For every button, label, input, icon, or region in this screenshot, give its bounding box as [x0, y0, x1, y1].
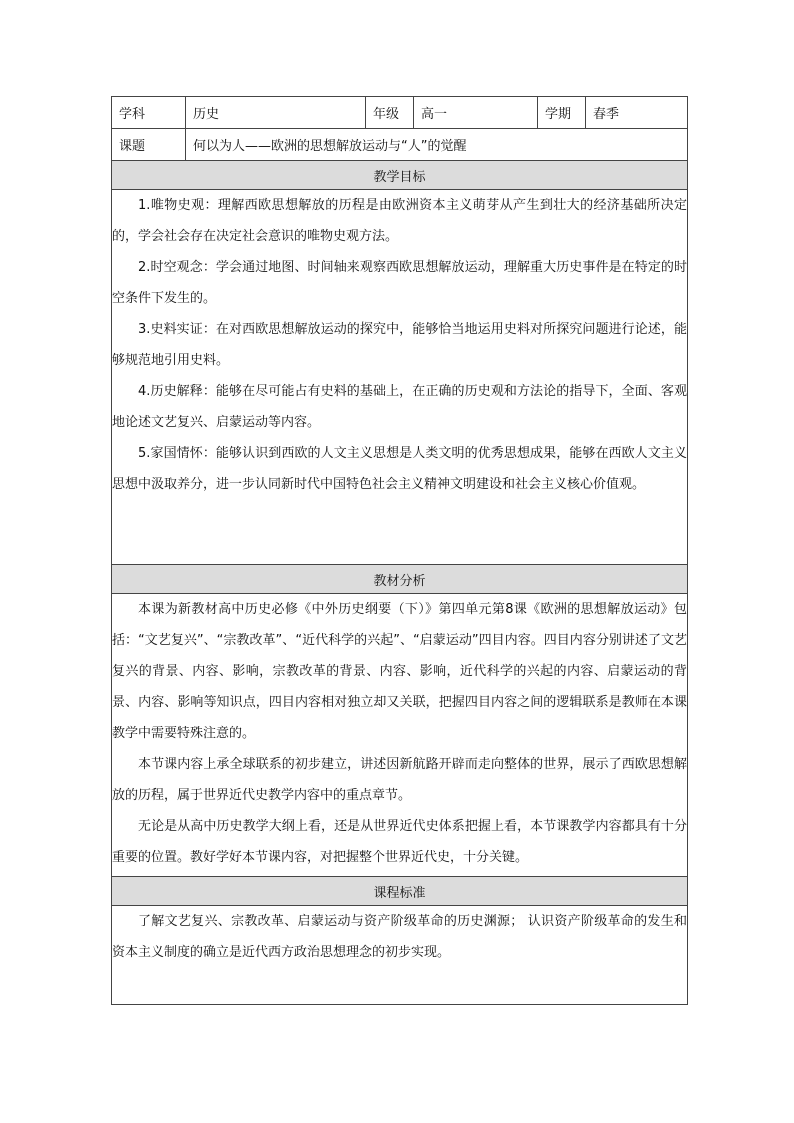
term-value: 春季 [586, 97, 688, 129]
goal-item: 5.家国情怀：能够认识到西欧的人文主义思想是人类文明的优秀思想成果，能够在西欧人文主义思想中汲取养分，进一步认同新时代中国特色社会主义精神文明建设和社会主义核心价值观。 [112, 446, 687, 492]
grade-label: 年级 [366, 97, 414, 129]
goals-section [112, 190, 688, 565]
goal-item: 1.唯物史观：理解西欧思想解放的历程是由欧洲资本主义萌芽从产生到壮大的经济基础所决定的，学会社会存在决定社会意识的唯物史观方法。 [112, 198, 687, 244]
goal-item: 3.史料实证：在对西欧思想解放运动的探究中，能够恰当地运用史料对所探究问题进行论述，能够规范地引用史料。 [112, 322, 687, 368]
lesson-plan-table [111, 96, 688, 1005]
topic-label: 课题 [112, 129, 186, 161]
analysis-paragraph: 本节课内容上承全球联系的初步建立，讲述因新航路开辟而走向整体的世界，展示了西欧思想解放的历程，属于世界近代史教学内容中的重点章节。 [112, 757, 687, 803]
goal-item: 2.时空观念：学会通过地图、时间轴来观察西欧思想解放运动，理解重大历史事件是在特定的时空条件下发生的。 [112, 260, 687, 306]
info-row [112, 97, 688, 129]
analysis-paragraph: 本课为新教材高中历史必修《中外历史纲要（下）》第四单元第8课《欧洲的思想解放运动》包括：“文艺复兴”、“宗教改革”、“近代科学的兴起”、“启蒙运动”四目内容。四目内容分别讲述了文艺复兴的背景、内容、影响，宗教改革的背景、内容、影响，近代科学的兴起的内容、启蒙运动的背景、内容、影响等知识点，四目内容相对独立却又关联，把握四目内容之间的逻辑联系是教师在本课教学中需要特殊注意的。 [112, 602, 687, 741]
standard-section [112, 906, 688, 1005]
analysis-section [112, 594, 688, 877]
goals-heading: 教学目标 [112, 161, 688, 190]
subject-value: 历史 [186, 97, 366, 129]
term-label: 学期 [538, 97, 586, 129]
standard-heading: 课程标准 [112, 877, 688, 906]
grade-value: 高一 [414, 97, 538, 129]
goal-item: 4.历史解释：能够在尽可能占有史料的基础上，在正确的历史观和方法论的指导下，全面、客观地论述文艺复兴、启蒙运动等内容。 [112, 384, 687, 430]
subject-label: 学科 [112, 97, 186, 129]
analysis-heading: 教材分析 [112, 565, 688, 594]
standard-paragraph: 了解文艺复兴、宗教改革、启蒙运动与资产阶级革命的历史渊源； 认识资产阶级革命的发生和资本主义制度的确立是近代西方政治思想理念的初步实现。 [112, 914, 687, 960]
analysis-paragraph: 无论是从高中历史教学大纲上看，还是从世界近代史体系把握上看，本节课教学内容都具有十分重要的位置。教好学好本节课内容，对把握整个世界近代史，十分关键。 [112, 819, 687, 865]
topic-row [112, 129, 688, 161]
topic-value: 何以为人——欧洲的思想解放运动与“人”的觉醒 [186, 129, 688, 161]
